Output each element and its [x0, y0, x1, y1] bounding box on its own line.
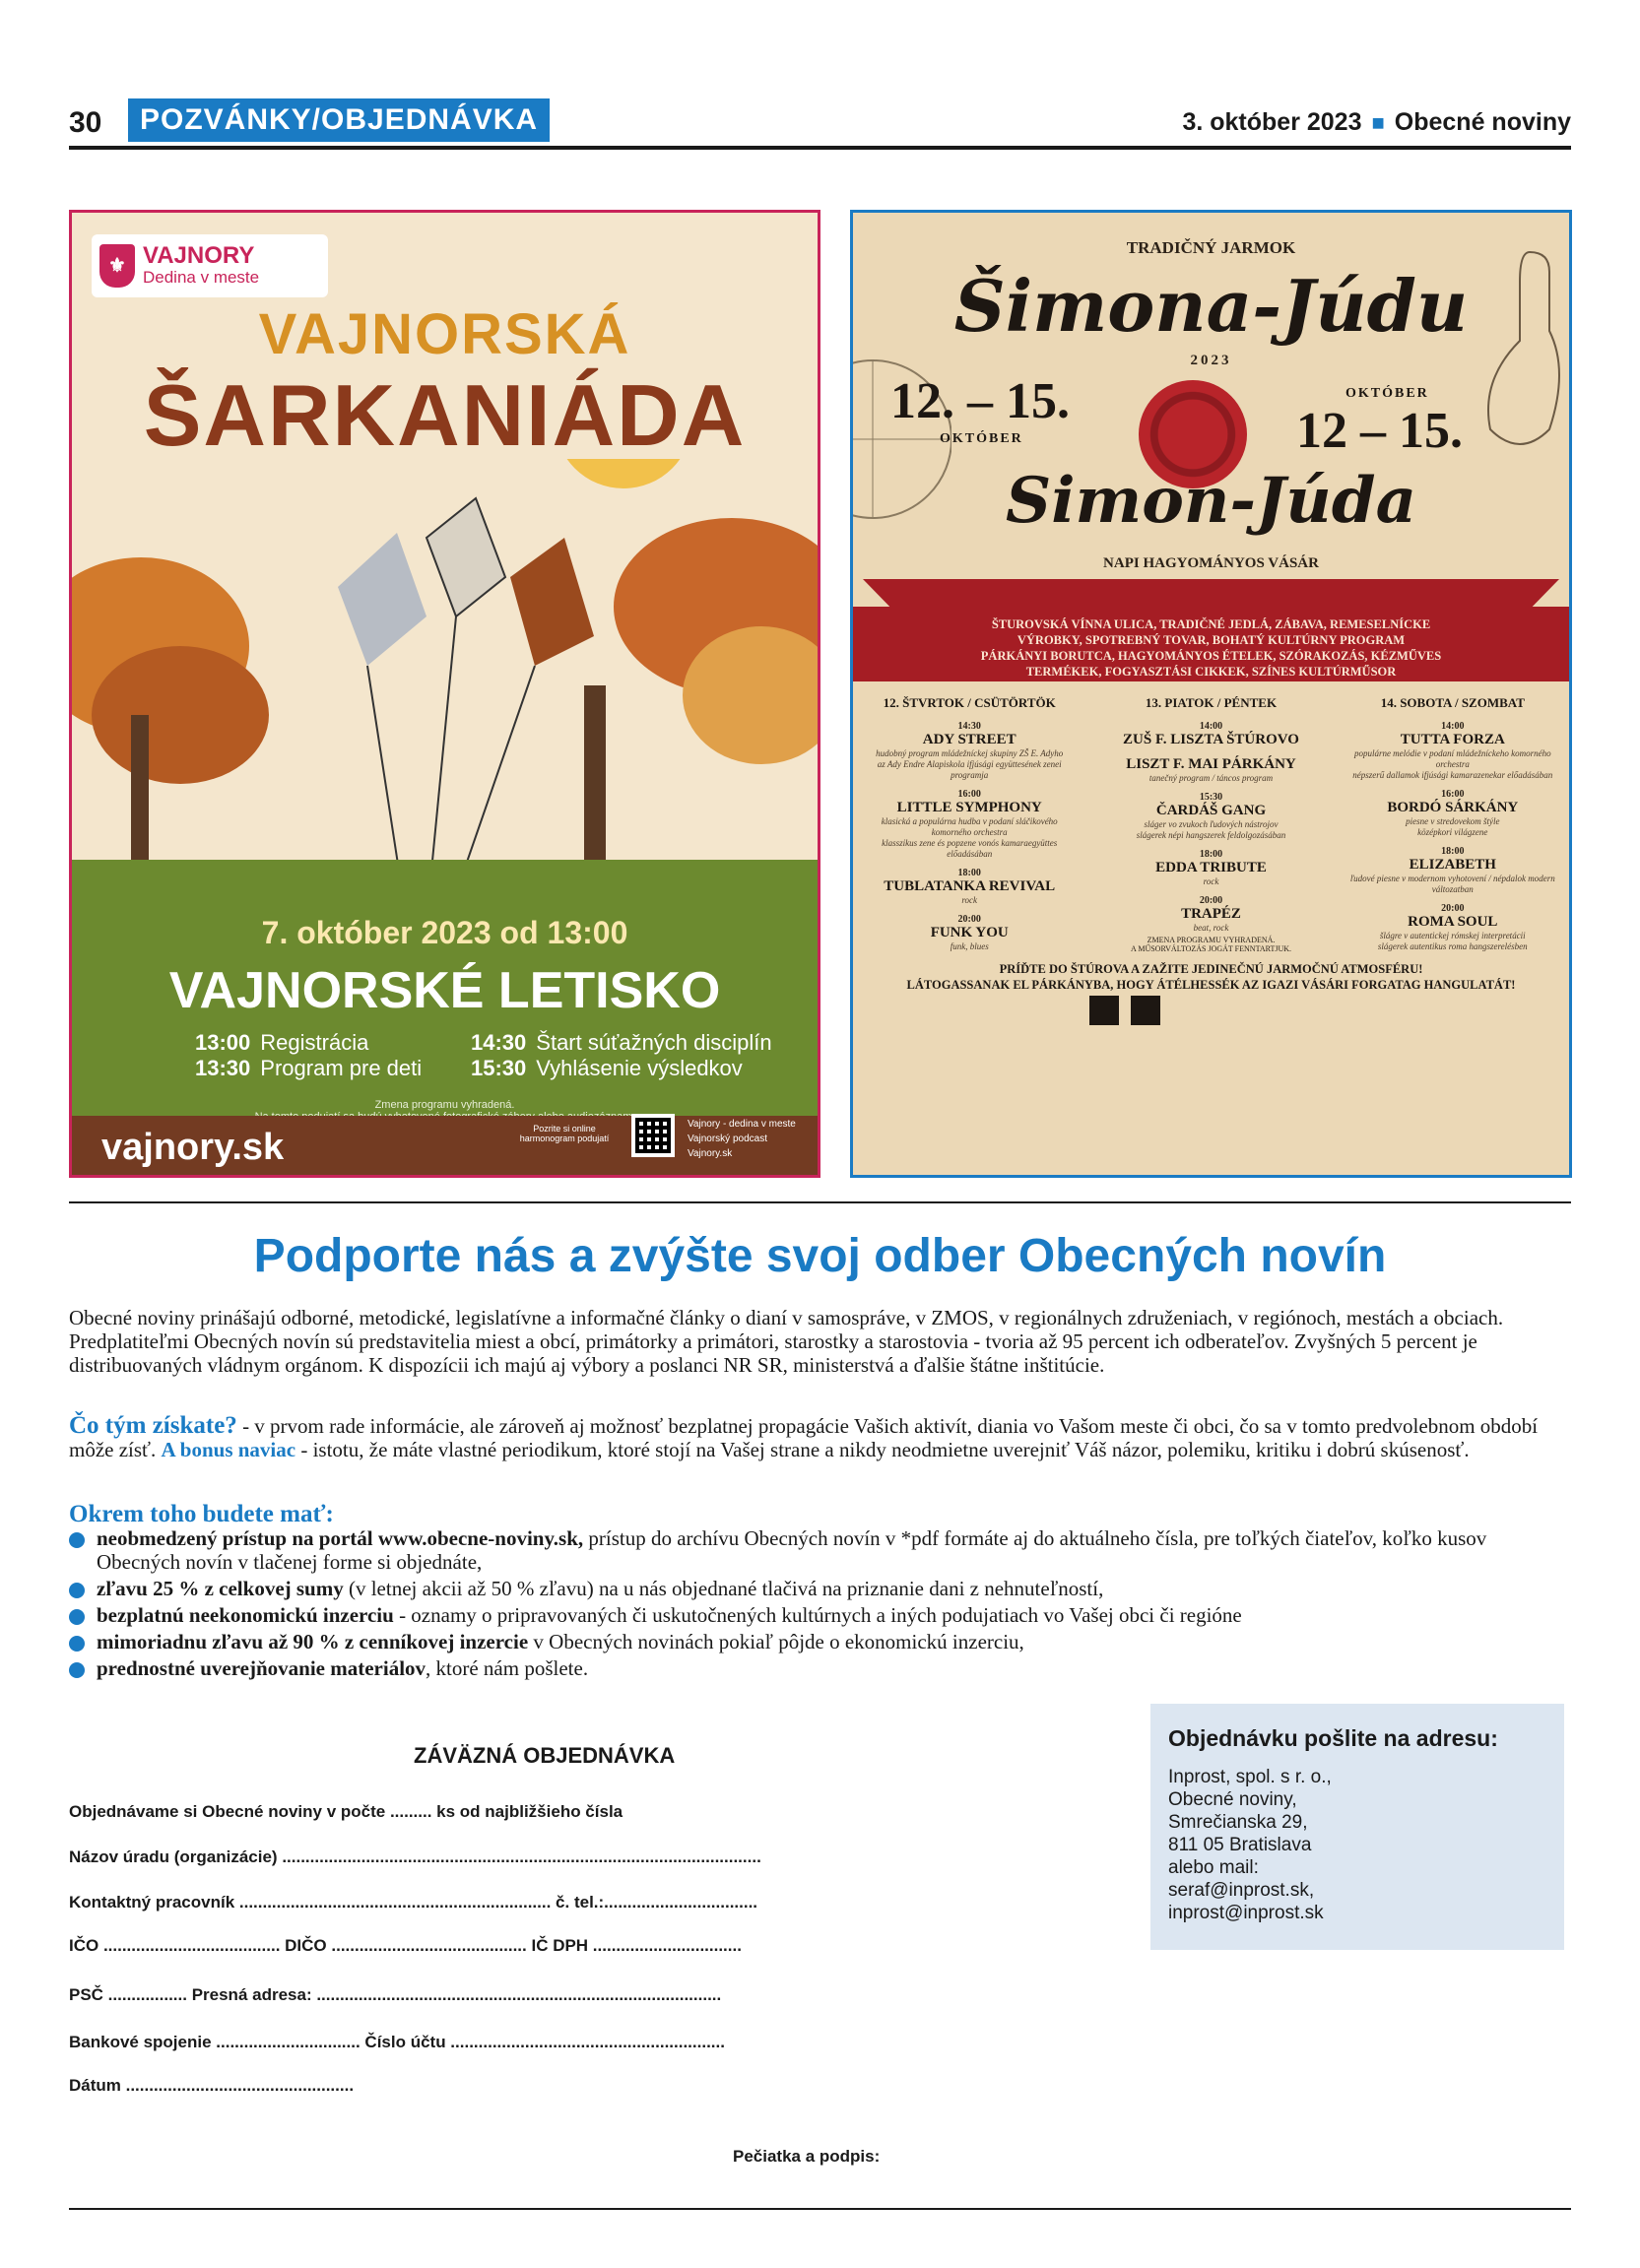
form-field-quantity[interactable]: Objednávame si Obecné noviny v počte ......... ks od najbližšieho čísla — [69, 1802, 623, 1821]
event-date-time: 7. október 2023 od 13:00 — [261, 915, 628, 950]
program-event: 18:00 ELIZABETH ľudové piesne v modernom vyhotovení / népdalok modern változatban — [1349, 846, 1555, 894]
publication-name: Obecné noviny — [1394, 108, 1571, 136]
program-event: 20:00 ROMA SOUL šlágre v autentickej rómskej interpretácii slágerek autentikus roma hangszerelésben — [1377, 903, 1528, 951]
dates-left: 12. – 15. — [890, 373, 1070, 429]
program-event: 20:00 FUNK YOU funk, blues — [930, 914, 1009, 951]
logo-name: VAJNORY — [143, 242, 255, 269]
article-headline: Podporte nás a zvýšte svoj odber Obecných novín — [253, 1230, 1387, 1282]
program-change-note: ZMENA PROGRAMU VYHRADENÁ. A MŰSORVÁLTOZÁS JOGÁT FENNTARTJUK. — [1131, 936, 1291, 953]
list-item: zľavu 25 % z celkovej sumy (v letnej akcii až 50 % zľavu) na u nás objednané tlačivá na priznanie dani z nehnuteľností, — [69, 1577, 1546, 1600]
poster-invitation: PRÍĎTE DO ŠTÚROVA A ZAŽITE JEDINEČNÚ JARMOČNÚ ATMOSFÉRU! LÁTOGASSANAK EL PÁRKÁNYBA, HOGY ÁTÉLHESSÉK AZ IGAZI VÁSÁRI FORGATAG HANGULATÁT! — [906, 962, 1516, 992]
social-links: Vajnory - dedina v meste Vajnorský podcast Vajnory.sk — [688, 1119, 796, 1159]
form-field-contact[interactable]: Kontaktný pracovník ................................................................... č. tel.:................................. — [69, 1893, 758, 1912]
order-address-box — [1150, 1704, 1564, 1950]
address-heading: Objednávku pošlite na adresu: — [1168, 1725, 1498, 1751]
bullet-icon — [69, 1662, 85, 1678]
schedule-item: 13:30 Program pre deti — [195, 1056, 423, 1080]
program-event: 14:00 TUTTA FORZA populárne melódie v podaní mládežníckeho komorného orchestra népszerű dallamok ifjúsági kamarazenekar előadásában — [1352, 721, 1553, 780]
list-item: prednostné uverejňovanie materiálov, ktoré nám pošlete. — [69, 1656, 1546, 1680]
program-event: 20:00 TRAPÉZ beat, rock — [1181, 895, 1241, 933]
event-location: VAJNORSKÉ LETISKO — [168, 962, 721, 1019]
program-event: 14:30 ADY STREET hudobný program mládežníckej skupiny ZŠ E. Adyho az Ady Endre Alapiskola ifjúsági együttesének zenei programja — [876, 721, 1064, 780]
program-day-friday: 13. PIATOK / PÉNTEK 14:00 ZUŠ F. LISZTA ŠTÚROVO LISZT F. MAI PÁRKÁNY tanečný program / táncos program 15:30 ČARDÁŠ GANG sláger vo zvukoch ľudových nástrojov slágerek népi hangszerek feldolgozásában 18:00 EDDA TRIBUTE rock 20:00 TRAPÉZ beat, rock — [1102, 695, 1319, 960]
poster-year: 2023 — [1190, 353, 1232, 368]
qr-label: Pozrite si online harmonogram podujatí — [519, 1124, 610, 1143]
program-columns — [861, 695, 1561, 960]
bullet-icon — [69, 1609, 85, 1625]
address-line: Inprost, spol. s r. o., — [1168, 1767, 1332, 1787]
program-event: 14:00 ZUŠ F. LISZTA ŠTÚROVO — [1123, 721, 1299, 747]
poster-jarmok-simona-judu — [850, 210, 1572, 1178]
schedule-col-2 — [471, 1030, 772, 1081]
extras-heading: Okrem toho budete mať: — [69, 1501, 334, 1527]
coat-of-arms-icon: ⚜ — [99, 244, 135, 288]
qr-code-icon — [631, 1114, 675, 1157]
schedule-col-1 — [195, 1030, 422, 1081]
title-hungarian: Simon-Júda — [1005, 464, 1417, 538]
footer-rule — [69, 2208, 1571, 2210]
program-event: 18:00 TUBLATANKA REVIVAL rock — [884, 868, 1056, 905]
benefits-heading: Čo tým získate? — [69, 1412, 237, 1439]
month-right: OKTÓBER — [1345, 386, 1429, 401]
form-field-date[interactable]: Dátum ................................................. — [69, 2076, 355, 2095]
sponsor-logos — [1089, 996, 1160, 1025]
program-event: 16:00 LITTLE SYMPHONY klasická a populárna hudba v podaní sláčikového komorného orchestra klasszikus zene és popzene vonós kamaraegyüttes előadásában — [881, 789, 1058, 859]
email-link[interactable]: inprost@inprost.sk — [1168, 1903, 1324, 1923]
poster-label: TRADIČNÝ JARMOK — [1126, 238, 1296, 257]
bullet-icon — [69, 1636, 85, 1652]
title-slovak: Šimona-Júdu — [953, 264, 1469, 348]
email-link[interactable]: seraf@inprost.sk, — [1168, 1880, 1315, 1901]
bonus-label: A bonus naviac — [161, 1438, 296, 1461]
program-day-saturday: 14. SOBOTA / SZOMBAT 14:00 TUTTA FORZA populárne melódie v podaní mládežníckeho komorného orchestra népszerű dallamok ifjúsági kamarazenekar előadásában 16:00 BORDÓ SÁRKÁNY piesne v stredovekom štýle középkori világzene 18:00 ELIZABETH ľudové piesne v modernom vyhotovení / népdalok modern változatban 20:00 ROMA SOUL šlágre v autentickej rómskej interpretácii slágerek autentikus roma hangszerelésben — [1345, 695, 1561, 960]
logo-tagline: Dedina v meste — [143, 268, 260, 287]
address-line: alebo mail: — [1168, 1857, 1259, 1878]
month-left: OKTÓBER — [940, 431, 1023, 446]
page-number: 30 — [69, 106, 102, 139]
header-rule — [69, 146, 1571, 150]
city-crest-icon — [1089, 996, 1119, 1025]
order-form-title: ZÁVÄZNÁ OBJEDNÁVKA — [414, 1743, 676, 1768]
form-field-office-name[interactable]: Názov úradu (organizácie) ....................................................................................................... — [69, 1847, 761, 1866]
benefits-list — [69, 1526, 1546, 1683]
address-line: 811 05 Bratislava — [1168, 1835, 1312, 1855]
dates-right: 12 – 15. — [1296, 403, 1463, 459]
address-line: Smrečianska 29, — [1168, 1812, 1308, 1833]
list-item: neobmedzený prístup na portál www.obecne-noviny.sk, prístup do archívu Obecných novín v *pdf formáte aj do aktuálneho čísla, pre toľkých čiateľov, koľko kusov Obecných novín v tlačenej forme si objednáte, — [69, 1526, 1546, 1574]
subtitle-hungarian: NAPI HAGYOMÁNYOS VÁSÁR — [1103, 555, 1319, 571]
poster-note: Zmena programu vyhradená. — [374, 1099, 515, 1111]
poster-title-line2: ŠARKANIÁDA — [143, 366, 747, 464]
header-meta — [1182, 108, 1571, 137]
vajnory-logo — [92, 234, 328, 297]
section-label: POZVÁNKY/OBJEDNÁVKA — [128, 98, 550, 142]
schedule-item: 13:00 Registrácia — [195, 1030, 369, 1055]
poster-title-line1: VAJNORSKÁ — [258, 302, 631, 366]
signature-label: Pečiatka a podpis: — [733, 2147, 881, 2166]
form-field-address[interactable]: PSČ ................. Presná adresa: ....................................................................................... — [69, 1985, 722, 2004]
partner-logo-icon — [1131, 996, 1160, 1025]
attractions-band: ŠTUROVSKÁ VÍNNA ULICA, TRADIČNÉ JEDLÁ, ZÁBAVA, REMESELNÍCKE VÝROBKY, SPOTREBNÝ TOVAR, BOHATÝ KULTÚRNY PROGRAM PÁRKÁNYI BORUTCA, HAGYOMÁNYOS ÉTELEK, SZÓRAKOZÁS, KÉZMŰVES TERMÉKEK, FOGYASZTÁSI CIKKEK, SZÍNES KULTÚRMŰSOR — [853, 607, 1569, 681]
list-item: bezplatnú neekonomickú inzerciu - oznamy o pripravovaných či uskutočnených kultúrnych a iných podujatiach vo Vašej obci či regióne — [69, 1603, 1546, 1627]
issue-date: 3. október 2023 — [1182, 108, 1362, 136]
form-field-bank[interactable]: Bankové spojenie ............................... Číslo účtu ........................................................... — [69, 2033, 725, 2051]
program-event: LISZT F. MAI PÁRKÁNY tanečný program / táncos program — [1126, 756, 1296, 783]
bullet-icon — [69, 1532, 85, 1548]
poster-vajnorska-sarkaniada — [69, 210, 820, 1178]
schedule-item: 14:30 Štart súťažných disciplín — [471, 1030, 772, 1055]
program-day-thursday: 12. ŠTVRTOK / CSÜTÖRTÖK 14:30 ADY STREET hudobný program mládežníckej skupiny ZŠ E. Adyho az Ady Endre Alapiskola ifjúsági együttesének zenei programja 16:00 LITTLE SYMPHONY klasická a populárna hudba v podaní sláčikového komorného orchestra klasszikus zene és popzene vonós kamaraegyüttes előadásában 18:00 TUBLATANKA REVIVAL rock 20:00 FUNK YOU funk, blues — [861, 695, 1078, 960]
article-benefits-paragraph: Čo tým získate? - v prvom rade informácie, ale zároveň aj možnosť bezplatnej propagácie Vašich aktivít, diania vo Vašom meste či obci, čo sa v tomto predvolebnom období môže zísť. A bonus naviac - istotu, že máte vlastné periodikum, ktoré stojí na Vašej strane a nikdy neodmietne uverejniť Váš názor, polemiku, kritiku i dobrú skúsenosť. — [69, 1412, 1539, 1461]
section-rule — [69, 1201, 1571, 1203]
schedule-item: 15:30 Vyhlásenie výsledkov — [471, 1056, 743, 1080]
separator-dot-icon: ■ — [1371, 109, 1385, 135]
program-event: 18:00 EDDA TRIBUTE rock — [1155, 849, 1267, 886]
list-item: mimoriadnu zľavu až 90 % z cenníkovej inzercie v Obecných novinách pokiaľ pôjde o ekonomickú inzerciu, — [69, 1630, 1546, 1653]
website-link: vajnory.sk — [101, 1127, 285, 1168]
program-event: 15:30 ČARDÁŠ GANG sláger vo zvukoch ľudových nástrojov slágerek népi hangszerek feldolgozásában — [1136, 792, 1286, 840]
program-event: 16:00 BORDÓ SÁRKÁNY piesne v stredovekom štýle középkori világzene — [1387, 789, 1519, 837]
article-intro: Obecné noviny prinášajú odborné, metodické, legislatívne a informačné články o dianí v samospráve, v ZMOS, v regionálnych združeniach, v regiónoch, mestách a obciach. Predplatiteľmi Obecných novín sú predstavitelia miest a obcí, primátorky a primátori, starostky a starostovia - tvoria až 95 percent ich odberateľov. Zvyšných 5 percent je distribuovaných vládnym orgánom. K dispozícii ich majú aj výbory a poslanci NR SR, ministerstvá a ďalšie štátne inštitúcie. — [69, 1306, 1504, 1377]
form-field-ids[interactable]: IČO ...................................... DIČO .......................................... IČ DPH ................................ — [69, 1936, 742, 1955]
bullet-icon — [69, 1583, 85, 1598]
address-line: Obecné noviny, — [1168, 1789, 1297, 1810]
